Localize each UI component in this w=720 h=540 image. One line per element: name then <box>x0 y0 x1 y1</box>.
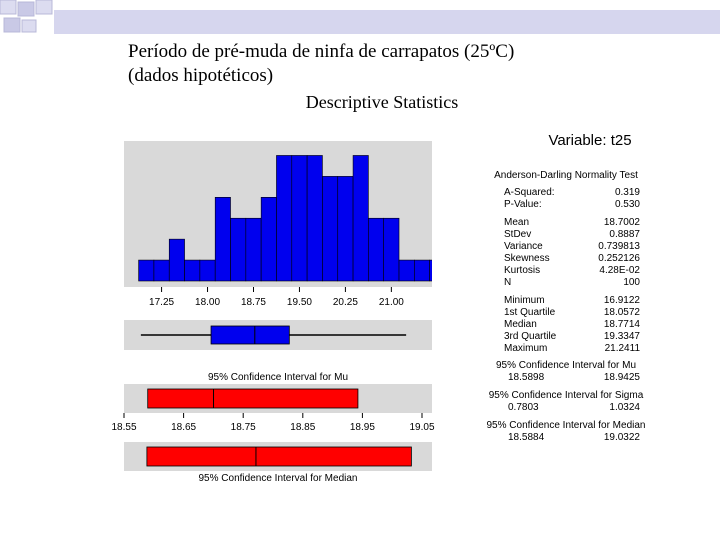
moment-stat-value: 0.252126 <box>598 253 640 264</box>
histogram-bar <box>322 176 337 281</box>
boxplot-panel <box>124 320 432 350</box>
histogram-bar <box>368 218 383 281</box>
quantile-rows <box>478 295 654 355</box>
histogram-bar <box>276 155 291 281</box>
histogram-bar <box>231 218 246 281</box>
histogram-x-tick-label: 18.00 <box>195 297 221 308</box>
ci-median-low: 18.5884 <box>508 432 545 443</box>
moment-stat-label: Kurtosis <box>504 265 541 276</box>
moment-stat-row <box>478 253 654 265</box>
slide-title-line-2: (dados hipotéticos) <box>128 65 274 86</box>
quantile-stat-row <box>478 343 654 355</box>
boxplot-chart <box>124 320 432 350</box>
ci-median-heading: 95% Confidence Interval for Median <box>486 420 646 431</box>
ci-median-values <box>478 432 654 444</box>
quantile-stat-row <box>478 331 654 343</box>
variable-label: Variable: t25 <box>548 132 632 149</box>
moment-stat-value: 18.7002 <box>603 217 640 228</box>
histogram-x-axis <box>124 287 432 313</box>
quantile-stat-label: 1st Quartile <box>504 307 556 318</box>
quantile-stat-label: Median <box>504 319 537 330</box>
ci-median-high: 19.0322 <box>603 432 640 443</box>
histogram-x-tick-label: 21.00 <box>378 297 404 308</box>
ci-sigma-heading: 95% Confidence Interval for Sigma <box>488 390 644 401</box>
ad-stat-row <box>478 199 654 211</box>
moment-stat-value: 4.28E-02 <box>599 265 640 276</box>
quantile-stat-row <box>478 295 654 307</box>
histogram-x-tick-label: 19.50 <box>286 297 312 308</box>
moment-stat-label: StDev <box>504 229 532 240</box>
ci-sigma-values <box>478 402 654 414</box>
histogram-bar <box>399 260 414 281</box>
moment-rows <box>478 217 654 289</box>
ci-mu-high: 18.9425 <box>603 372 640 383</box>
ci-x-tick-label: 18.65 <box>171 422 197 433</box>
moment-stat-value: 0.739813 <box>598 241 640 252</box>
histogram-bar <box>215 197 230 281</box>
ci-mu-chart-label <box>124 368 432 384</box>
ci-mu-bar <box>148 389 358 408</box>
quantile-stat-value: 19.3347 <box>603 331 640 342</box>
ci-x-tick-label: 18.55 <box>111 422 137 433</box>
ci-x-axis <box>104 413 444 437</box>
ad-stat-label: A-Squared: <box>504 187 555 198</box>
histogram-bar <box>430 260 432 281</box>
quantile-stat-label: Maximum <box>504 343 548 354</box>
quantile-stat-row <box>478 319 654 331</box>
quantile-stat-label: 3rd Quartile <box>504 331 557 342</box>
ci-mu-panel <box>124 384 432 413</box>
quantile-stat-value: 16.9122 <box>603 295 640 306</box>
ci-x-tick-label: 18.85 <box>290 422 316 433</box>
ci-sigma-low: 0.7803 <box>508 402 539 413</box>
ci-mu-values <box>478 372 654 384</box>
moment-stat-value: 100 <box>623 277 640 288</box>
histogram-bar <box>169 239 184 281</box>
histogram-x-tick-label: 18.75 <box>240 297 267 308</box>
moment-stat-label: Mean <box>504 217 530 228</box>
histogram-bar <box>246 218 261 281</box>
ci-mu-low: 18.5898 <box>508 372 545 383</box>
histogram-chart <box>124 141 432 287</box>
quantile-stat-value: 21.2411 <box>604 343 640 354</box>
histogram-x-tick-label: 17.25 <box>149 297 175 308</box>
moment-stat-label: Variance <box>504 241 543 252</box>
moment-stat-value: 0.8887 <box>609 229 640 240</box>
histogram-bar <box>139 260 154 281</box>
ci-median-chart-label <box>124 471 432 487</box>
stats-panel <box>478 170 654 449</box>
moment-stat-row <box>478 265 654 277</box>
slide-title <box>128 40 688 88</box>
moment-stat-row <box>478 229 654 241</box>
quantile-stat-row <box>478 307 654 319</box>
quantile-stat-value: 18.0572 <box>603 307 640 318</box>
histogram-bar <box>384 218 399 281</box>
histogram-panel <box>124 141 432 287</box>
ci-x-tick-label: 18.95 <box>349 422 375 433</box>
ad-stat-value: 0.530 <box>614 199 640 210</box>
histogram-bar <box>292 155 307 281</box>
quantile-stat-label: Minimum <box>504 295 545 306</box>
ci-median-chart <box>124 442 432 471</box>
decorative-squares <box>0 0 720 40</box>
histogram-bar <box>353 155 368 281</box>
histogram-bar <box>200 260 215 281</box>
moment-stat-label: N <box>504 277 512 288</box>
section-title: Descriptive Statistics <box>305 92 459 112</box>
histogram-bar <box>307 155 322 281</box>
histogram-bar <box>185 260 200 281</box>
histogram-bar <box>414 260 429 281</box>
moment-stat-label: Skewness <box>504 253 550 264</box>
ad-test-rows <box>478 187 654 211</box>
histogram-x-tick-label: 20.25 <box>332 297 358 308</box>
ci-mu-chart <box>124 384 432 413</box>
moment-stat-row <box>478 277 654 289</box>
ad-stat-row <box>478 187 654 199</box>
ci-median-chart-title: 95% Confidence Interval for Median <box>198 473 358 484</box>
histogram-bar <box>338 176 353 281</box>
ci-sigma-high: 1.0324 <box>609 402 640 413</box>
ci-mu-chart-title: 95% Confidence Interval for Mu <box>207 372 349 383</box>
slide-title-line-1: Período de pré-muda de ninfa de carrapatos (25ºC) <box>128 41 515 62</box>
ci-x-tick-label: 18.75 <box>230 422 256 433</box>
ci-x-tick-label: 19.05 <box>409 422 435 433</box>
ci-mu-heading: 95% Confidence Interval for Mu <box>495 360 637 371</box>
ad-stat-label: P-Value: <box>504 199 542 210</box>
histogram-bar <box>261 197 276 281</box>
histogram-bar <box>154 260 169 281</box>
quantile-stat-value: 18.7714 <box>603 319 640 330</box>
ad-test-heading: Anderson-Darling Normality Test <box>494 170 638 181</box>
ad-stat-value: 0.319 <box>614 187 640 198</box>
ci-median-panel <box>124 442 432 471</box>
moment-stat-row <box>478 217 654 229</box>
boxplot-box <box>211 326 289 344</box>
moment-stat-row <box>478 241 654 253</box>
ci-median-bar <box>147 447 412 466</box>
